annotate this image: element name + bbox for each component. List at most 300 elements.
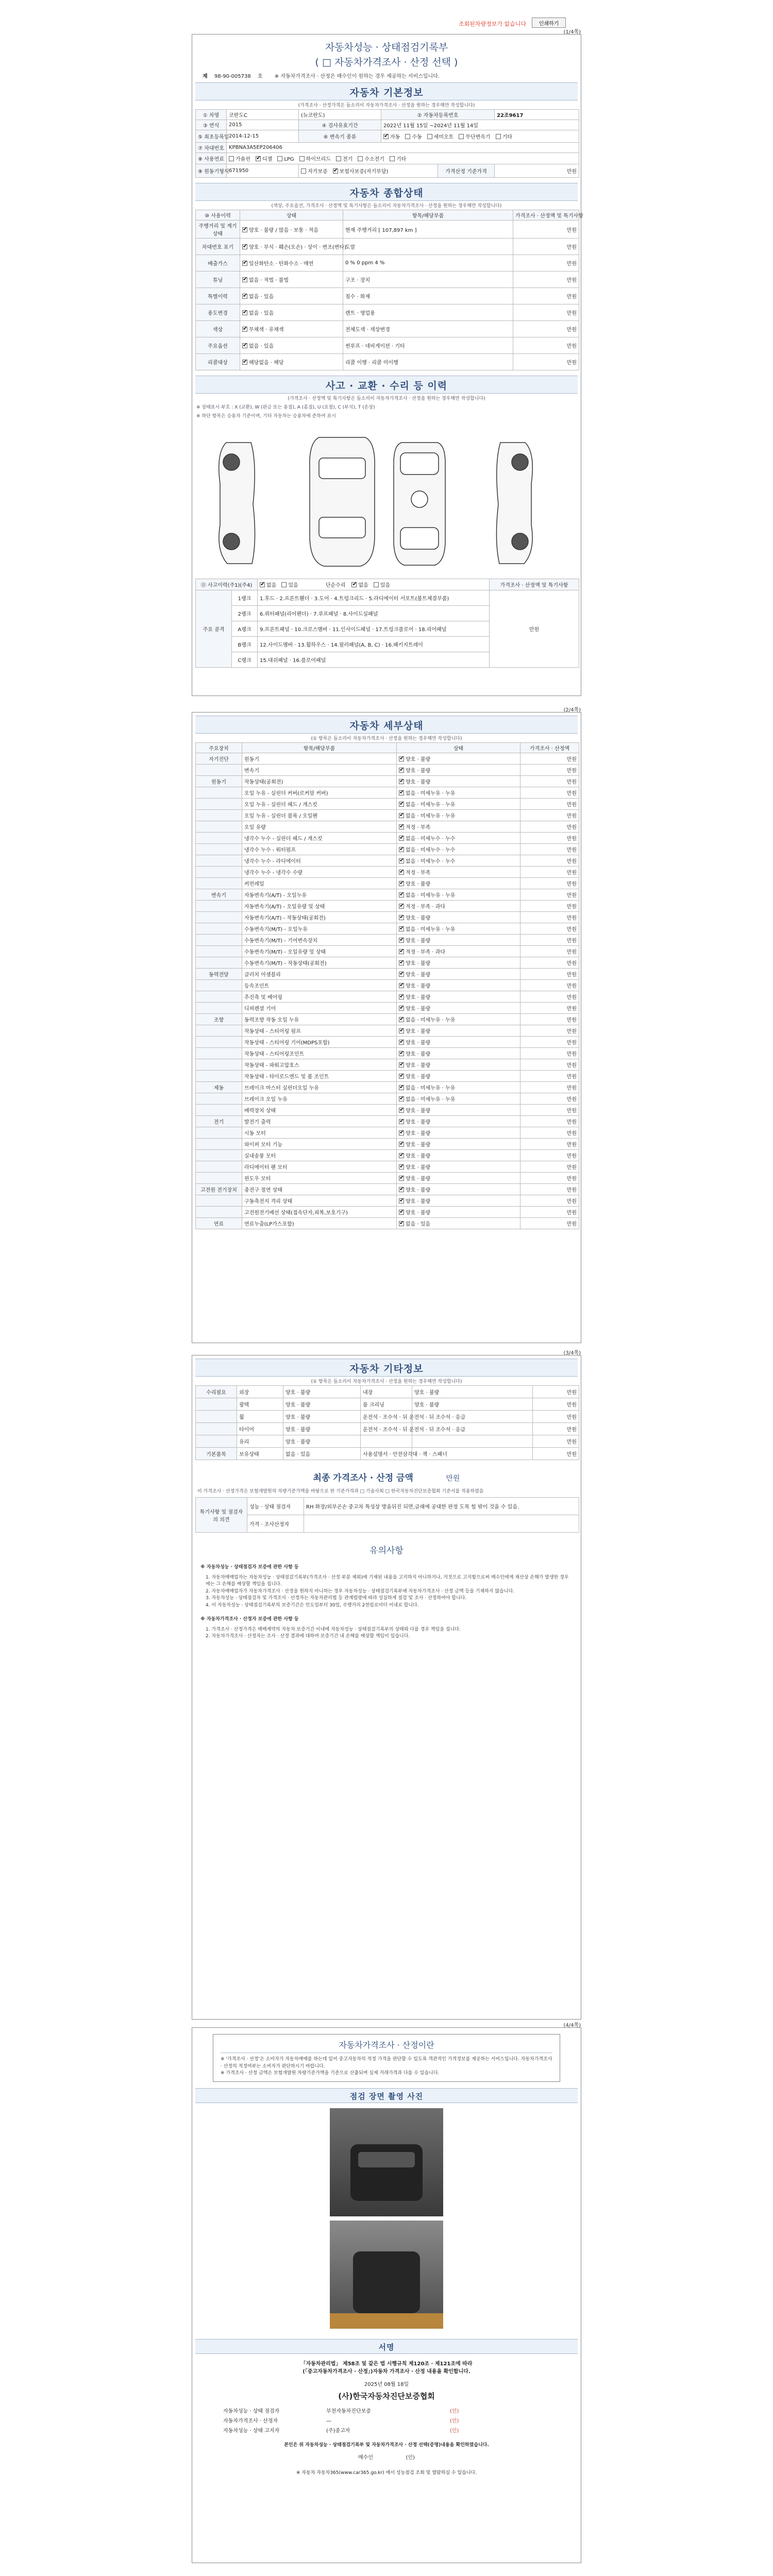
summary-row xyxy=(196,354,579,370)
other-state: 양호 · 불량 xyxy=(283,1435,361,1448)
notes-title: 유의사항 xyxy=(369,1546,404,1556)
detail-row xyxy=(196,991,579,1003)
detail-state: ✔ 양호 · 불량 xyxy=(397,776,520,787)
checkbox-icon xyxy=(399,768,404,773)
checkbox-icon xyxy=(427,134,432,139)
detail-state: ✔ 적정 · 부족 xyxy=(397,867,520,878)
detail-row xyxy=(196,1184,579,1195)
special-label: 특기사항 및 점검자의 의견 xyxy=(196,1498,247,1533)
sign-row xyxy=(223,2426,581,2434)
summary-state: ✔ 무채색 · 유채색 xyxy=(240,321,343,337)
detail-price: 만원 xyxy=(520,1127,579,1139)
detail-device xyxy=(196,1195,242,1207)
summary-price: 만원 xyxy=(513,272,579,288)
accident-grade-items: 12.사이드멤버 · 13.휠하우스 · 14.필러패널(A, B, C) · 16.패키지트레이 xyxy=(258,637,490,652)
other-item-2: 사용설명서 · 안전삼각대 · 잭 · 스패너 xyxy=(361,1448,412,1460)
accident-grade: 2랭크 xyxy=(232,606,258,621)
summary-row xyxy=(196,221,579,239)
summary-detail: 전체도색 · 색상변경 xyxy=(343,321,513,337)
summary-detail: 구조 · 장치 xyxy=(343,272,513,288)
detail-device xyxy=(196,980,242,991)
inspection-photo-rear xyxy=(330,2221,443,2329)
checkbox-icon xyxy=(399,1210,404,1215)
notes-heading-1: ※ 자동차성능 · 상태점검자 보증에 관한 사항 등 xyxy=(200,1565,299,1570)
detail-state: ✔ 양호 · 불량 xyxy=(397,1150,520,1161)
other-item: 유리 xyxy=(237,1435,283,1448)
checkbox-icon xyxy=(333,168,338,174)
detail-item: 라디에이터 팬 모터 xyxy=(242,1161,397,1173)
car-name-label: ① 차명 xyxy=(196,110,227,120)
detail-price: 만원 xyxy=(520,855,579,867)
summary-price: 만원 xyxy=(513,239,579,255)
detail-price: 만원 xyxy=(520,991,579,1003)
detail-state: ✔ 없음 · 미세누유 · 누유 xyxy=(397,1093,520,1105)
detail-row xyxy=(196,1025,579,1037)
engine-label: ⑨ 원동기형식 xyxy=(196,164,227,178)
detail-row xyxy=(196,889,579,901)
checkbox-icon xyxy=(399,1176,404,1181)
detail-state: ✔ 적정 · 부족 · 과다 xyxy=(397,946,520,957)
detail-price: 만원 xyxy=(520,1003,579,1014)
sign-name: (주)중고자 xyxy=(326,2428,350,2434)
other-price: 만원 xyxy=(533,1386,579,1398)
detail-state: ✔ 없음 · 미세누유 · 누유 xyxy=(397,810,520,821)
section-sign: 서명 xyxy=(195,2339,578,2354)
notes-p2: 2. 자동차매매업자가 자동차가격조사 · 산정을 원하지 아니하는 경우 자동차성능 · 상태점검기록부에 자동차가격조사 · 산정 금액 등을 기재하지 않습니다. xyxy=(206,1588,515,1594)
checkbox-icon xyxy=(260,582,265,587)
detail-state: ✔ 없음 · 미세누유 · 누유 xyxy=(397,923,520,935)
checkbox-icon xyxy=(281,582,287,587)
summary-row xyxy=(196,288,579,304)
accident-price-label: 가격조사 · 산정액 및 특기사항 xyxy=(490,579,579,590)
first-reg-value: 2014-12-15 xyxy=(227,130,299,143)
checkbox-icon xyxy=(399,926,404,931)
basic-info-table xyxy=(195,109,579,178)
detail-item: 냉각수 누수 - 워터펌프 xyxy=(242,844,397,855)
detail-device: 원동기 xyxy=(196,776,242,787)
detail-row xyxy=(196,1037,579,1048)
detail-device xyxy=(196,1139,242,1150)
detail-state: ✔ 양호 · 불량 xyxy=(397,1207,520,1218)
checkbox-icon xyxy=(399,1108,404,1113)
sign-seal: (인) xyxy=(450,2428,459,2434)
summary-head-price: 가격조사 · 산정액 및 특기사항 xyxy=(513,210,579,221)
detail-device xyxy=(196,810,242,821)
sheet-page-4 xyxy=(192,2023,581,2563)
other-row xyxy=(196,1435,579,1448)
checkbox-icon xyxy=(383,134,389,139)
checkbox-icon xyxy=(336,156,341,161)
checkbox-icon xyxy=(399,983,404,988)
car-diagram xyxy=(195,422,579,577)
summary-row xyxy=(196,255,579,272)
price-basis-label: 가격산정 기준가격 xyxy=(438,164,495,178)
detail-item: 발전기 출력 xyxy=(242,1116,397,1127)
detail-item: 윈도우 모터 xyxy=(242,1173,397,1184)
summary-item-label: 주행거리 및 계기상태 xyxy=(196,221,240,239)
detail-device xyxy=(196,1059,242,1071)
detail-item: 연료누출(LP가스포함) xyxy=(242,1218,397,1229)
detail-state: ✔ 양호 · 불량 xyxy=(397,957,520,969)
other-row xyxy=(196,1411,579,1423)
accident-note-2: ※ 하단 항목은 승용차 기준이며, 기타 자동차는 승용차에 준하여 표시 xyxy=(196,414,336,419)
page-number: (4/4쪽) xyxy=(563,2023,581,2028)
section-accident: 사고 · 교환 · 수리 등 이력 xyxy=(195,376,578,394)
other-group xyxy=(196,1435,237,1448)
summary-detail: 침수 · 화재 xyxy=(343,288,513,304)
summary-item-label: 배출가스 xyxy=(196,255,240,272)
special-role-1: 성능 · 상태 점검자 xyxy=(247,1498,304,1515)
sheet-page-1 xyxy=(192,29,583,696)
detail-row xyxy=(196,1071,579,1082)
detail-row xyxy=(196,969,579,980)
detail-row xyxy=(196,753,579,765)
detail-row xyxy=(196,1127,579,1139)
detail-row xyxy=(196,844,579,855)
detail-item: 디퍼렌셜 기어 xyxy=(242,1003,397,1014)
section-basic-info: 자동차 기본정보 xyxy=(195,82,578,100)
detail-state: ✔ 양호 · 불량 xyxy=(397,1161,520,1173)
detail-state: ✔ 양호 · 불량 xyxy=(397,1173,520,1184)
detail-device: 전기 xyxy=(196,1116,242,1127)
detail-row xyxy=(196,1003,579,1014)
detail-state: ✔ 양호 · 불량 xyxy=(397,969,520,980)
checkbox-icon xyxy=(399,938,404,943)
other-group xyxy=(196,1411,237,1423)
doc-no-suffix: 호 xyxy=(257,74,263,79)
detail-state: ✔ 없음 · 미세누유 · 누유 xyxy=(397,889,520,901)
document-subtitle: ( □ 자동차가격조사 · 산정 선택 ) xyxy=(315,57,458,68)
trans-label: ⑥ 변속기 종류 xyxy=(299,130,381,143)
checkbox-icon xyxy=(242,327,247,332)
detail-price: 만원 xyxy=(520,1037,579,1048)
section-detail: 자동차 세부상태 xyxy=(195,716,578,734)
accident-grade-items: 1.후드 · 2.프론트휀더 · 3.도어 · 4.트렁크리드 · 5.라디에이터 서포트(볼트체결부품) xyxy=(258,590,490,606)
other-item-2: 룸 크리닝 xyxy=(361,1398,412,1411)
detail-item: 동력조향 작동 오일 누유 xyxy=(242,1014,397,1025)
detail-device xyxy=(196,935,242,946)
detail-row xyxy=(196,765,579,776)
detail-device xyxy=(196,1048,242,1059)
detail-state: ✔ 양호 · 불량 xyxy=(397,935,520,946)
summary-price: 만원 xyxy=(513,337,579,354)
detail-state: ✔ 적정 · 부족 · 과다 xyxy=(397,901,520,912)
detail-state: ✔ 없음 · 미세누유 · 누유 xyxy=(397,799,520,810)
summary-head-state: 상태 xyxy=(240,210,343,221)
detail-state: ✔ 없음 · 미세누유 · 누유 xyxy=(397,1082,520,1093)
detail-row xyxy=(196,833,579,844)
checkbox-icon xyxy=(399,949,404,954)
section-summary: 자동차 종합상태 xyxy=(195,183,578,201)
detail-price: 만원 xyxy=(520,1207,579,1218)
other-row xyxy=(196,1448,579,1460)
summary-head-detail: 항목/해당부품 xyxy=(343,210,513,221)
checkbox-icon xyxy=(256,156,261,161)
summary-row xyxy=(196,321,579,337)
special-role-2: 가격 · 조사산정자 xyxy=(247,1515,304,1533)
notes-p5: 1. 가격조사 · 산정가격은 매매계약의 자동차 보증기간 이내에 자동차성능 · 상태점검기록부의 상태와 다를 경우 책임을 집니다. xyxy=(206,1626,461,1632)
detail-item: 오일 누유 - 실린더 블록 / 오일팬 xyxy=(242,810,397,821)
detail-item: 구동축전지 격리 상태 xyxy=(242,1195,397,1207)
sheet-page-2 xyxy=(192,707,581,1343)
detail-price: 만원 xyxy=(520,833,579,844)
checkbox-icon xyxy=(399,1130,404,1136)
other-group xyxy=(196,1423,237,1435)
detail-state: ✔ 양호 · 불량 xyxy=(397,878,520,889)
detail-device xyxy=(196,1150,242,1161)
detail-device xyxy=(196,1003,242,1014)
print-button[interactable]: 인쇄하기 xyxy=(532,18,566,28)
checkbox-icon xyxy=(301,168,306,174)
checkbox-icon xyxy=(242,261,247,266)
checkbox-icon xyxy=(399,790,404,795)
detail-row xyxy=(196,810,579,821)
detail-state: ✔ 없음 · 미세누수 · 누수 xyxy=(397,855,520,867)
sign-law: 「자동차관리법」 제58조 및 같은 법 시행규칙 제120조 · 제121조에 따라 xyxy=(300,2361,473,2367)
basic-subtitle: (가격조사 · 산정가격은 들소리이 자동차가격조사 · 산정을 원하는 경우해만 작성합니다) xyxy=(298,103,475,108)
detail-item: 작동상태 - 스티어링 펌프 xyxy=(242,1025,397,1037)
detail-row xyxy=(196,1116,579,1127)
detail-state: ✔ 양호 · 불량 xyxy=(397,1048,520,1059)
detail-device xyxy=(196,833,242,844)
detail-item: 고전원전기배선 상태(접속단자,피복,보호기구) xyxy=(242,1207,397,1218)
detail-row xyxy=(196,1082,579,1093)
detail-device xyxy=(196,878,242,889)
section-photos: 점검 장면 촬영 사진 xyxy=(195,2088,578,2103)
detail-row xyxy=(196,867,579,878)
header-notice: ※ 자동차가격조사 · 산정은 매수인이 원하는 경우 제공하는 서비스입니다. xyxy=(274,74,440,79)
detail-row xyxy=(196,787,579,799)
checkbox-icon xyxy=(399,1187,404,1192)
page-number: (2/4쪽) xyxy=(563,707,581,713)
accident-price-unit: 만원 xyxy=(490,590,579,668)
detail-item: 작동상태 - 파워고압호스 xyxy=(242,1059,397,1071)
detail-row xyxy=(196,923,579,935)
checkbox-icon xyxy=(242,310,247,315)
detail-device xyxy=(196,957,242,969)
detail-table xyxy=(195,742,579,1229)
detail-row xyxy=(196,901,579,912)
summary-state: ✔양호 · 불량 / 많음 · 보통 · 적음 xyxy=(240,221,343,239)
other-item: 휠 xyxy=(237,1411,283,1423)
accident-grade: C랭크 xyxy=(232,652,258,668)
detail-row xyxy=(196,1207,579,1218)
detail-item: 작동상태 - 타이로드엔드 및 볼 조인트 xyxy=(242,1071,397,1082)
checkbox-icon xyxy=(496,134,501,139)
engine-value: 671950 xyxy=(227,164,299,178)
sign-row xyxy=(223,2406,581,2414)
summary-table xyxy=(195,210,583,370)
reg-no-label: ② 자동차등록번호 xyxy=(381,110,495,120)
checkbox-icon xyxy=(242,294,247,299)
detail-state: ✔ 양호 · 불량 xyxy=(397,1071,520,1082)
detail-item: 자동변속기(A/T) - 오일누유 xyxy=(242,889,397,901)
detail-device xyxy=(196,787,242,799)
other-item-2: 운전석 · 조수석 · 뒤 운전석 · 뒤 조수석 · 응급 xyxy=(361,1411,412,1423)
checkbox-icon xyxy=(242,360,247,365)
sign-name: 부천자동차진단보증 xyxy=(326,2408,371,2414)
detail-price: 만원 xyxy=(520,935,579,946)
detail-device xyxy=(196,1037,242,1048)
checkbox-icon xyxy=(399,1198,404,1204)
summary-price: 만원 xyxy=(513,354,579,370)
detail-price: 만원 xyxy=(520,799,579,810)
detail-item: 자동변속기(A/T) - 작동상태(공회전) xyxy=(242,912,397,923)
summary-row xyxy=(196,337,579,354)
repair-label: 단순수리 xyxy=(325,583,346,588)
detail-row xyxy=(196,821,579,833)
checkbox-icon xyxy=(358,156,363,161)
summary-detail: 0 % 0 ppm 4 % xyxy=(343,255,513,272)
detail-head-price: 가격조사 · 산정액 xyxy=(520,743,579,753)
detail-state: ✔ 없음 · 미세누수 · 누수 xyxy=(397,844,520,855)
detail-price: 만원 xyxy=(520,912,579,923)
detail-device: 동력전달 xyxy=(196,969,242,980)
detail-device xyxy=(196,1173,242,1184)
checkbox-icon xyxy=(399,847,404,852)
summary-detail: 현재 주행거리 [ 107,897 km ] xyxy=(343,221,513,239)
detail-device: 제동 xyxy=(196,1082,242,1093)
detail-item: 와이퍼 모터 기능 xyxy=(242,1139,397,1150)
summary-row xyxy=(196,272,579,288)
checkbox-icon xyxy=(399,1221,404,1226)
checkbox-icon xyxy=(399,972,404,977)
section-final-price xyxy=(195,1468,578,1484)
other-state-2: 양호 · 불량 xyxy=(412,1398,533,1411)
summary-detail: 도말 xyxy=(343,239,513,255)
detail-row xyxy=(196,1105,579,1116)
detail-row xyxy=(196,878,579,889)
sign-law-2: (「중고자동차가격조사 · 산정」)자동차 가격조사 · 산정 내용을 확인합니다. xyxy=(303,2368,470,2375)
checkbox-icon xyxy=(399,1006,404,1011)
detail-price: 만원 xyxy=(520,753,579,765)
other-price: 만원 xyxy=(533,1423,579,1435)
summary-price: 만원 xyxy=(513,321,579,337)
detail-device xyxy=(196,1071,242,1082)
detail-device xyxy=(196,923,242,935)
detail-row xyxy=(196,957,579,969)
vin-label: ⑦ 차대번호 xyxy=(196,143,227,153)
service-text-2: ※ 가격조사 · 산정 금액은 보험개발원 차량기준가액을 기준으로 산출되며 실제 거래가격과 다를 수 있습니다. xyxy=(221,2071,440,2076)
detail-state: ✔ 없음 · 미세누유 · 누유 xyxy=(397,787,520,799)
detail-item: 브레이크 오일 누유 xyxy=(242,1093,397,1105)
detail-price: 만원 xyxy=(520,1173,579,1184)
checkbox-icon xyxy=(399,881,404,886)
checkbox-icon xyxy=(399,1085,404,1090)
checkbox-icon xyxy=(459,134,464,139)
other-row xyxy=(196,1423,579,1435)
year-label: ③ 연식 xyxy=(196,120,227,130)
other-state: 양호 · 불량 xyxy=(283,1423,361,1435)
accident-grade-items: 9.프론트패널 · 10.크로스멤버 · 11.인사이드패널 · 17.트렁크플로어 · 18.리어패널 xyxy=(258,621,490,637)
detail-price: 만원 xyxy=(520,1184,579,1195)
summary-item-label: 특별이력 xyxy=(196,288,240,304)
sign-footer: ※ 자동차 자동차365(www.car365.go.kr) 에서 성능점검 조회 및 열람하실 수 있습니다. xyxy=(296,2470,477,2476)
detail-item: 냉각수 누수 - 냉각수 수량 xyxy=(242,867,397,878)
detail-price: 만원 xyxy=(520,889,579,901)
accident-group-label: 주요 골격 xyxy=(196,590,232,668)
car-trim: (뉴코란도) xyxy=(299,110,381,120)
detail-head-item: 항목/해당부품 xyxy=(242,743,397,753)
detail-item: 추진축 및 베어링 xyxy=(242,991,397,1003)
service-text: ※ '가격조사 · 산정'은 소비자가 자동차매매를 하는데 있어 중고자동차의 적정 가격을 판단할 수 있도록 객관적인 가격정보를 제공하는 서비스입니다. 자동차가격조사 · 산정의 적정여부는 소비자가 판단하시기 바랍니다. xyxy=(221,2057,552,2069)
detail-state: ✔ 양호 · 불량 xyxy=(397,1003,520,1014)
detail-state: ✔ 없음 · 미세누유 · 누유 xyxy=(397,1014,520,1025)
doc-no-label: 제 xyxy=(203,74,208,79)
detail-state: ✔ 양호 · 불량 xyxy=(397,765,520,776)
detail-device xyxy=(196,821,242,833)
summary-detail: 렌트 · 영업용 xyxy=(343,304,513,321)
detail-price: 만원 xyxy=(520,765,579,776)
document-header xyxy=(192,35,581,79)
special-table xyxy=(195,1497,579,1533)
detail-state: ✔ 양호 · 불량 xyxy=(397,1025,520,1037)
reg-no: 22조9617 xyxy=(495,110,579,120)
checkbox-icon xyxy=(399,994,404,999)
other-price: 만원 xyxy=(533,1448,579,1460)
detail-row xyxy=(196,776,579,787)
detail-item: 클러치 어셈블리 xyxy=(242,969,397,980)
accident-grade: 1랭크 xyxy=(232,590,258,606)
detail-price: 만원 xyxy=(520,821,579,833)
fuel-options: 가솔린✔ 디젤 LPG 하이브리드 전기 수소전기 기타 xyxy=(227,153,579,164)
year-value: 2015 xyxy=(227,120,299,130)
checkbox-icon xyxy=(399,870,404,875)
detail-price: 만원 xyxy=(520,1071,579,1082)
service-box xyxy=(213,2034,560,2082)
detail-row xyxy=(196,912,579,923)
detail-state: ✔ 양호 · 불량 xyxy=(397,991,520,1003)
checkbox-icon xyxy=(242,244,247,249)
notes-p6: 2. 자동차가격조사 · 산정자는 조사 · 산정 결과에 대하여 보증기간 내 손해를 배상할 책임이 있습니다. xyxy=(206,1634,410,1639)
checkbox-icon xyxy=(399,1096,404,1101)
summary-item-label: 튜닝 xyxy=(196,272,240,288)
checkbox-icon xyxy=(299,156,305,161)
other-state: 양호 · 불량 xyxy=(283,1411,361,1423)
customer-seal: (인) xyxy=(406,2454,415,2461)
detail-item: 냉각수 누수 - 라디에이터 xyxy=(242,855,397,867)
detail-state: ✔ 양호 · 불량 xyxy=(397,753,520,765)
detail-price: 만원 xyxy=(520,1059,579,1071)
section-other: 자동차 기타정보 xyxy=(195,1359,578,1377)
detail-row xyxy=(196,980,579,991)
detail-device xyxy=(196,1207,242,1218)
detail-row xyxy=(196,1150,579,1161)
detail-price: 만원 xyxy=(520,1048,579,1059)
detail-item: 배력장치 상태 xyxy=(242,1105,397,1116)
detail-item: 작동상태 - 스티어링 기어(MDPS포함) xyxy=(242,1037,397,1048)
checkbox-icon xyxy=(399,836,404,841)
summary-state: ✔ 없음 · 있음 xyxy=(240,337,343,354)
sign-role: 자동차가격조사 · 산정자 xyxy=(223,2418,278,2424)
detail-state: ✔ 양호 · 불량 xyxy=(397,1116,520,1127)
detail-item: 충전구 절연 상태 xyxy=(242,1184,397,1195)
fuel-label: ⑧ 사용연료 xyxy=(196,153,227,164)
detail-device xyxy=(196,991,242,1003)
detail-price: 만원 xyxy=(520,980,579,991)
detail-item: 등속조인트 xyxy=(242,980,397,991)
summary-state: ✔ 없음 · 적법 · 불법 xyxy=(240,272,343,288)
other-group: 수리필요 xyxy=(196,1386,237,1398)
other-price: 만원 xyxy=(533,1435,579,1448)
detail-price: 만원 xyxy=(520,901,579,912)
detail-price: 만원 xyxy=(520,923,579,935)
summary-item-label: 주요옵션 xyxy=(196,337,240,354)
accident-subtitle: (가격조사 · 산정액 및 특기사항은 들소리이 자동차가격조사 · 산정을 원하는 경우해만 작성합니다) xyxy=(288,396,485,401)
summary-state: ✔ 없음 · 있음 xyxy=(240,288,343,304)
other-item: 보유상태 xyxy=(237,1448,283,1460)
warranty-options: 자가보증✔ 보험사보증(자기부담) xyxy=(299,164,438,178)
